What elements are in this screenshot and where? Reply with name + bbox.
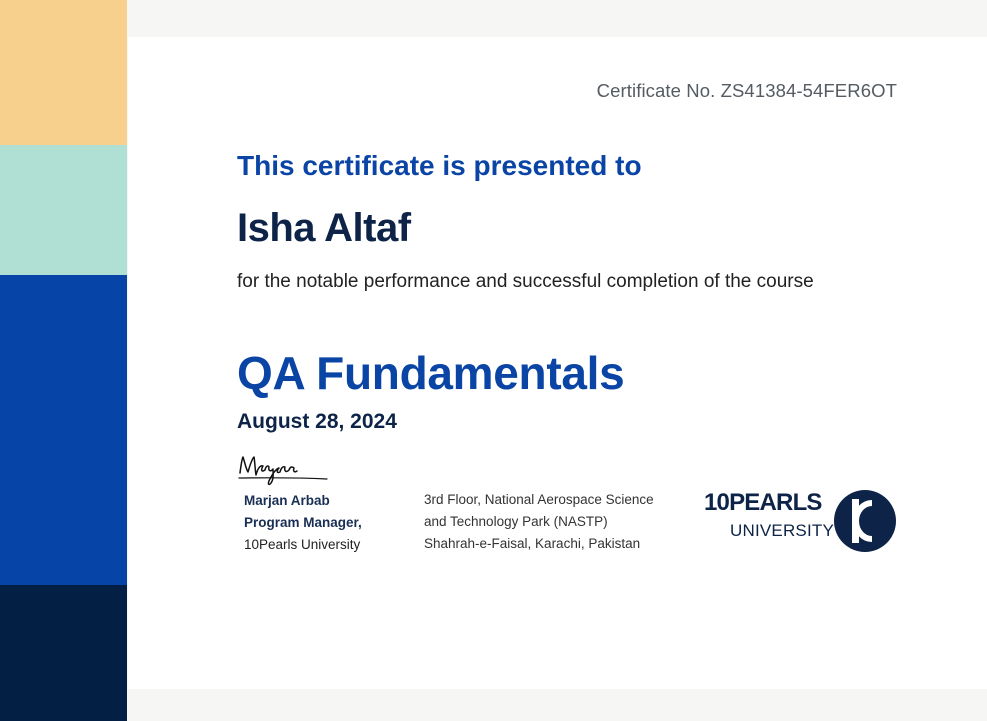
address-line-2: and Technology Park (NASTP)	[424, 514, 608, 529]
certificate-number: Certificate No. ZS41384-54FER6OT	[596, 80, 897, 101]
stripe-blue	[0, 275, 127, 585]
completion-date: August 28, 2024	[237, 410, 397, 433]
stripe-peach	[0, 0, 127, 145]
course-title: QA Fundamentals	[237, 347, 625, 399]
signatory-block	[244, 490, 362, 556]
signatory-org: 10Pearls University	[244, 537, 361, 552]
handwritten-signature	[236, 451, 332, 491]
stripe-mint	[0, 145, 127, 275]
logo-wordmark-line2: UNIVERSITY	[730, 521, 835, 540]
certificate-paper	[128, 37, 987, 689]
recipient-name: Isha Altaf	[237, 206, 411, 250]
logo-wordmark-line1: 10PEARLS	[704, 489, 822, 516]
address-block	[424, 489, 654, 555]
completion-description: for the notable performance and successful completion of the course	[237, 271, 814, 292]
presented-to-heading: This certificate is presented to	[237, 150, 642, 181]
signatory-name: Marjan Arbab	[244, 493, 330, 508]
signatory-title: Program Manager,	[244, 515, 362, 530]
decorative-color-stripes	[0, 0, 127, 721]
stripe-navy	[0, 585, 127, 721]
logo-10-mark-icon	[832, 489, 896, 553]
address-line-1: 3rd Floor, National Aerospace Science	[424, 492, 654, 507]
address-line-3: Shahrah-e-Faisal, Karachi, Pakistan	[424, 536, 641, 551]
